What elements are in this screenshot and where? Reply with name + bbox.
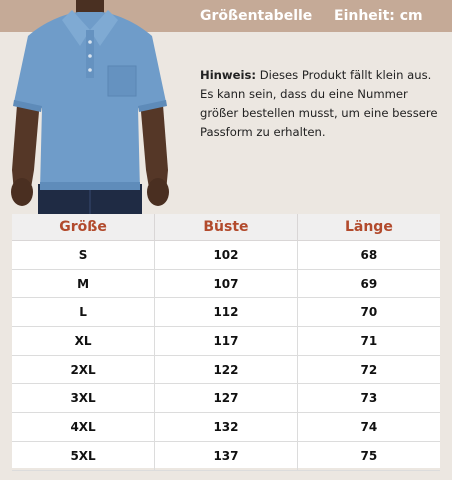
bust-cell: 102 [155,241,298,270]
length-cell: 75 [297,441,440,470]
table-row [12,441,440,470]
length-cell: 68 [297,241,440,270]
table-row [12,269,440,298]
bust-cell: 122 [155,355,298,384]
bust-cell: 107 [155,269,298,298]
table-row [12,241,440,270]
size-cell: 4XL [12,413,155,442]
column-header-size: Größe [12,214,155,241]
size-cell: 3XL [12,384,155,413]
table-row [12,355,440,384]
hint-label: Hinweis: [200,68,257,82]
bust-cell: 137 [155,441,298,470]
size-cell: XL [12,327,155,356]
column-header-bust: Büste [155,214,298,241]
product-photo [0,0,180,214]
table-row [12,298,440,327]
bust-cell: 127 [155,384,298,413]
size-cell: M [12,269,155,298]
length-cell: 73 [297,384,440,413]
size-cell: S [12,241,155,270]
size-cell: L [12,298,155,327]
length-cell: 70 [297,298,440,327]
unit-label: Einheit: cm [334,8,423,24]
table-row [12,413,440,442]
hint-text: Dieses Produkt fällt klein aus. Es kann sein, dass du eine Nummer größer bestellen musst, um eine bessere Passform zu erhalten. [200,68,438,139]
table-row [12,384,440,413]
size-chart-title: Größentabelle [200,8,313,24]
length-cell: 74 [297,413,440,442]
size-cell: 2XL [12,355,155,384]
bust-cell: 112 [155,298,298,327]
size-table-card [12,214,440,468]
table-header-row [12,214,440,241]
length-cell: 71 [297,327,440,356]
bust-cell: 117 [155,327,298,356]
bust-cell: 132 [155,413,298,442]
length-cell: 72 [297,355,440,384]
size-table [12,214,440,471]
column-header-length: Länge [297,214,440,241]
length-cell: 69 [297,269,440,298]
table-row [12,327,440,356]
size-cell: 5XL [12,441,155,470]
size-hint [200,66,448,142]
